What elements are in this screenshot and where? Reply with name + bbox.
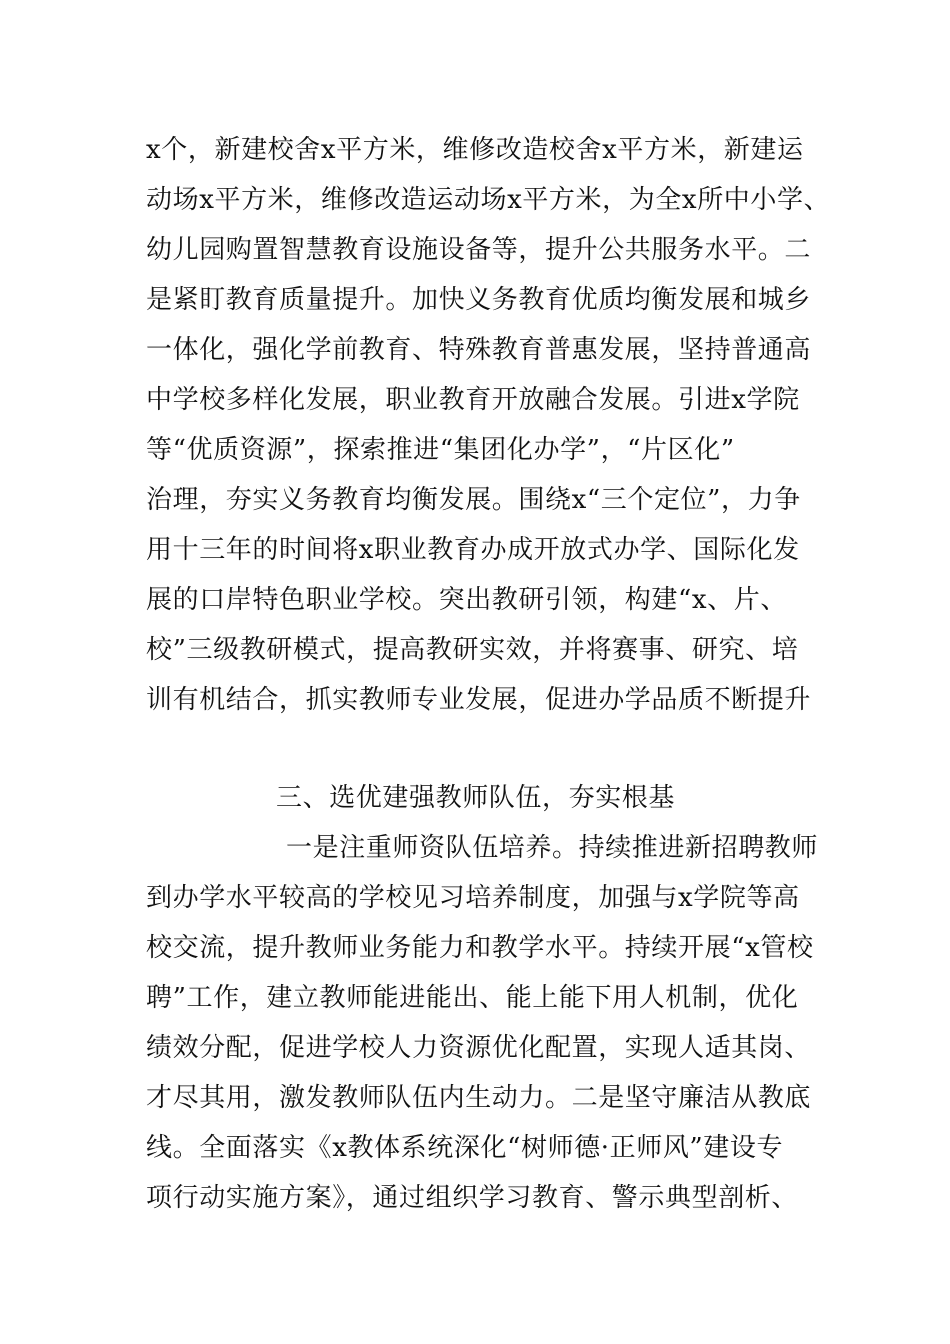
paragraph-line: 绩效分配，促进学校人力资源优化配置，实现人适其岗、: [146, 1033, 812, 1063]
paragraph-line: 训有机结合，抓实教师专业发展，促进办学品质不断提升: [146, 685, 812, 715]
paragraph-line: 用十三年的时间将x职业教育办成开放式办学、国际化发: [146, 535, 800, 565]
paragraph-line: 才尽其用，激发教师队伍内生动力。二是坚守廉洁从教底: [146, 1083, 812, 1113]
section-heading: 三、选优建强教师队伍，夯实根基: [276, 783, 676, 813]
paragraph-line: 校交流，提升教师业务能力和教学水平。持续开展“x管校: [146, 933, 814, 963]
paragraph-line: 动场x平方米，维修改造运动场x平方米，为全x所中小学、: [146, 185, 831, 215]
paragraph-line: x个，新建校舍x平方米，维修改造校舍x平方米，新建运: [146, 135, 804, 165]
paragraph-line: 到办学水平较高的学校见习培养制度，加强与x学院等高: [146, 883, 800, 913]
paragraph-line: 一是注重师资队伍培养。持续推进新招聘教师: [286, 833, 819, 863]
paragraph-line: 中学校多样化发展，职业教育开放融合发展。引进x学院: [146, 385, 800, 415]
paragraph-line: 治理，夯实义务教育均衡发展。围绕x“三个定位”，力争: [146, 485, 801, 515]
paragraph-line: 等“优质资源”，探索推进“集团化办学”，“片区化”: [146, 435, 735, 465]
paragraph-line: 项行动实施方案》，通过组织学习教育、警示典型剖析、: [146, 1183, 799, 1213]
paragraph-line: 是紧盯教育质量提升。加快义务教育优质均衡发展和城乡: [146, 285, 812, 315]
paragraph-line: 幼儿园购置智慧教育设施设备等，提升公共服务水平。二: [146, 235, 812, 265]
paragraph-line: 聘”工作，建立教师能进能出、能上能下用人机制，优化: [146, 983, 799, 1013]
paragraph-line: 展的口岸特色职业学校。突出教研引领，构建“x、片、: [146, 585, 787, 615]
paragraph-line: 一体化，强化学前教育、特殊教育普惠发展，坚持普通高: [146, 335, 812, 365]
paragraph-line: 校”三级教研模式，提高教研实效，并将赛事、研究、培: [146, 635, 799, 665]
paragraph-line: 线。全面落实《x教体系统深化“树师德·正师风”建设专: [146, 1133, 784, 1163]
